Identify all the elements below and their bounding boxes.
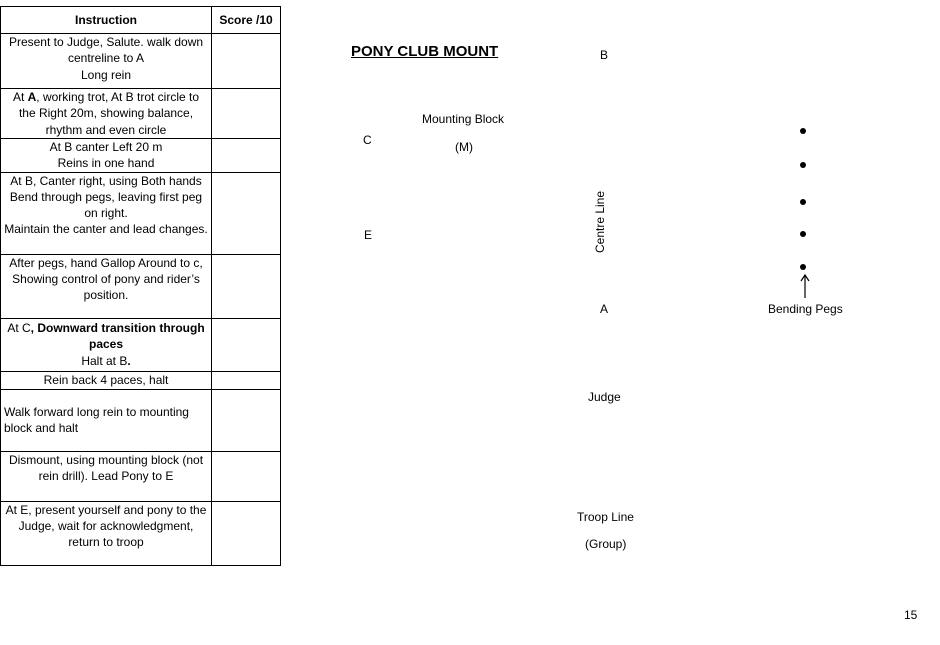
mounting-block-code: (M) — [455, 140, 473, 154]
score-cell — [212, 89, 281, 139]
instruction-cell: At A, working trot, At B trot circle to the Right 20m, showing balance, rhythm and even circle — [1, 89, 212, 139]
score-cell — [212, 34, 281, 89]
up-arrow-icon — [798, 273, 812, 299]
bending-peg — [800, 128, 806, 134]
table-row — [1, 451, 281, 501]
table-header-row — [1, 7, 281, 34]
header-score: Score /10 — [212, 7, 281, 34]
instruction-cell: Rein back 4 paces, halt — [1, 371, 212, 389]
table-row — [1, 139, 281, 173]
header-instruction: Instruction — [1, 7, 212, 34]
instruction-cell: Walk forward long rein to mounting block and halt — [1, 389, 212, 451]
bending-peg — [800, 264, 806, 270]
table-row — [1, 318, 281, 371]
troop-group-label: (Group) — [585, 537, 627, 551]
marker-a: A — [600, 302, 609, 316]
instruction-cell: At C, Downward transition through paces Halt at B. — [1, 318, 212, 371]
marker-b: B — [600, 48, 609, 62]
bending-peg — [800, 162, 806, 168]
judge-label: Judge — [588, 390, 621, 404]
table-row — [1, 501, 281, 565]
score-cell — [212, 389, 281, 451]
table-row — [1, 89, 281, 139]
score-cell — [212, 318, 281, 371]
instruction-cell: After pegs, hand Gallop Around to c, Showing control of pony and rider’s position. — [1, 254, 212, 318]
table-row — [1, 389, 281, 451]
mounting-block-label: Mounting Block — [422, 112, 505, 126]
score-cell — [212, 254, 281, 318]
score-cell — [212, 501, 281, 565]
page-number: 15 — [904, 608, 918, 622]
instruction-cell: At E, present yourself and pony to the Judge, wait for acknowledgment, return to troop — [1, 501, 212, 565]
bending-peg — [800, 199, 806, 205]
bending-pegs-label: Bending Pegs — [768, 302, 843, 316]
instruction-cell: At B, Canter right, using Both hands Bend through pegs, leaving first peg on right. Maintain the canter and lead changes. — [1, 172, 212, 254]
score-cell — [212, 172, 281, 254]
score-cell — [212, 139, 281, 173]
table-row — [1, 254, 281, 318]
centre-line-label: Centre Line — [593, 190, 607, 254]
instruction-score-table — [0, 6, 281, 566]
marker-e: E — [364, 228, 373, 242]
troop-line-label: Troop Line — [577, 510, 634, 524]
diagram-title: PONY CLUB MOUNT — [351, 43, 499, 60]
table-row — [1, 371, 281, 389]
instruction-cell: Present to Judge, Salute. walk down centreline to A Long rein — [1, 34, 212, 89]
bending-peg — [800, 231, 806, 237]
table-row — [1, 172, 281, 254]
marker-c: C — [363, 133, 372, 147]
score-cell — [212, 451, 281, 501]
score-cell — [212, 371, 281, 389]
instruction-cell: At B canter Left 20 m Reins in one hand — [1, 139, 212, 173]
instruction-cell: Dismount, using mounting block (not rein drill). Lead Pony to E — [1, 451, 212, 501]
table-row — [1, 34, 281, 89]
